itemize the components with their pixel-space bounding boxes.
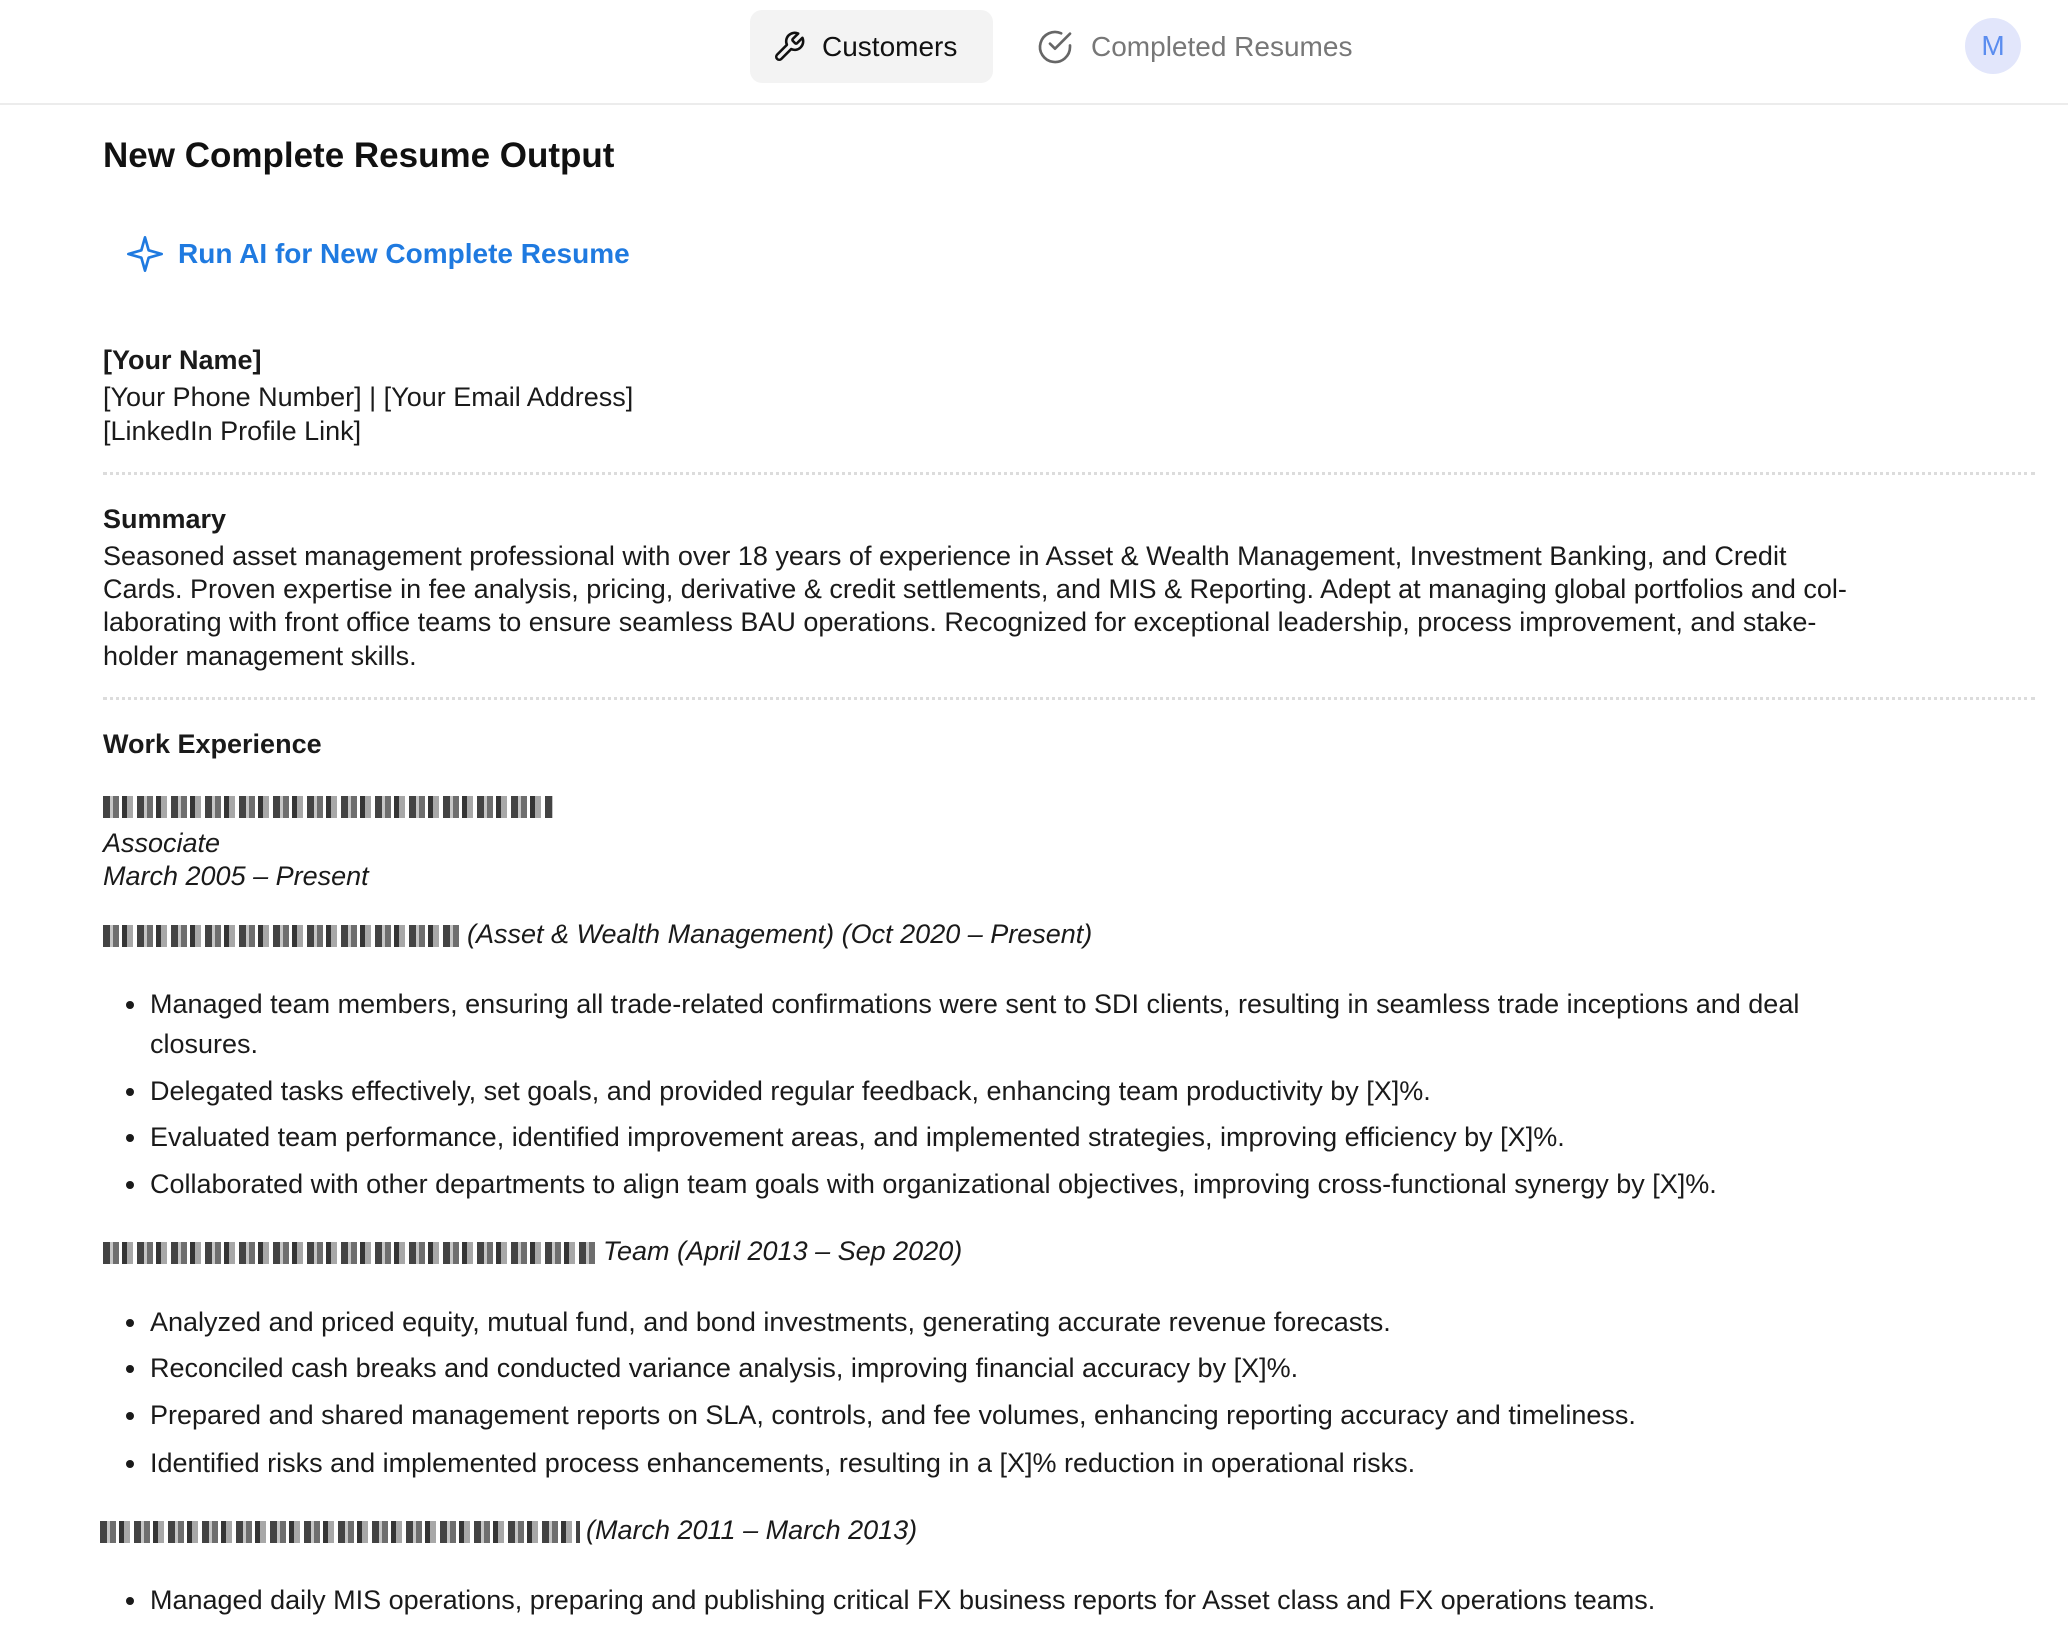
tab-completed-resumes[interactable] [1035,10,1352,83]
job-dates: March 2005 – Present [103,861,369,891]
summary-line: Cards. Proven expertise in fee analysis, pricing, derivative & credit settlements, and MIS & Reporting. Adept at managing global portfolios and col- [103,574,1847,604]
role-heading: Team (April 2013 – Sep 2020) [103,1235,962,1268]
list-item: Collaborated with other departments to align team goals with organizational objectives, improving cross-functional synergy by [X]%. [150,1164,1717,1204]
list-item: Delegated tasks effectively, set goals, and provided regular feedback, enhancing team productivity by [X]%. [150,1071,1431,1111]
tab-label: Customers [822,30,958,62]
list-item: Evaluated team performance, identified improvement areas, and implemented strategies, improving efficiency by [X]%. [150,1117,1565,1157]
linkedin-line: [LinkedIn Profile Link] [103,416,362,446]
list-item-continuation: closures. [150,1029,259,1059]
summary-line: laborating with front office teams to ensure seamless BAU operations. Recognized for exceptional leadership, process improvement, and stake- [103,607,1817,637]
redacted-text [103,796,553,818]
divider [103,472,2035,475]
job-title: Associate [103,828,221,858]
contact-line: [Your Phone Number] | [Your Email Address] [103,382,634,412]
summary-line: Seasoned asset management professional with over 18 years of experience in Asset & Wealth Management, Investment Banking, and Credit [103,541,1787,571]
redacted-text [100,1521,580,1543]
wrench-icon [772,30,806,64]
resume-name: [Your Name] [103,345,262,375]
avatar[interactable]: M [1965,18,2021,74]
company-name-redacted [103,796,559,818]
list-item: Analyzed and priced equity, mutual fund, and bond investments, generating accurate revenue forecasts. [150,1302,1391,1342]
work-heading: Work Experience [103,729,322,759]
list-item: Reconciled cash breaks and conducted variance analysis, improving financial accuracy by [X]%. [150,1348,1298,1388]
list-item: Managed daily MIS operations, preparing and publishing critical FX business reports for Asset class and FX operations teams. [150,1580,1655,1620]
tab-label: Completed Resumes [1091,30,1353,62]
list-item: Prepared and shared management reports on SLA, controls, and fee volumes, enhancing reporting accuracy and timeliness. [150,1395,1636,1435]
run-ai-label: Run AI for New Complete Resume [178,238,630,269]
list-item: Managed team members, ensuring all trade-related confirmations were sent to SDI clients, resulting in seamless trade inceptions and deal [150,984,1799,1024]
list-item: Identified risks and implemented process enhancements, resulting in a [X]% reduction in operational risks. [150,1443,1415,1483]
page-title: New Complete Resume Output [103,136,615,175]
check-circle-icon [1035,27,1075,67]
divider [103,697,2035,700]
run-ai-button[interactable] [125,234,630,274]
redacted-text [103,925,461,947]
summary-line: holder management skills. [103,641,417,671]
role-heading: (March 2011 – March 2013) [100,1514,917,1547]
summary-heading: Summary [103,504,227,534]
tab-customers[interactable] [750,10,993,83]
redacted-text [103,1242,597,1264]
sparkle-icon [125,234,165,274]
role-heading: (Asset & Wealth Management) (Oct 2020 – Present) [103,918,1092,951]
top-nav [0,0,2068,105]
